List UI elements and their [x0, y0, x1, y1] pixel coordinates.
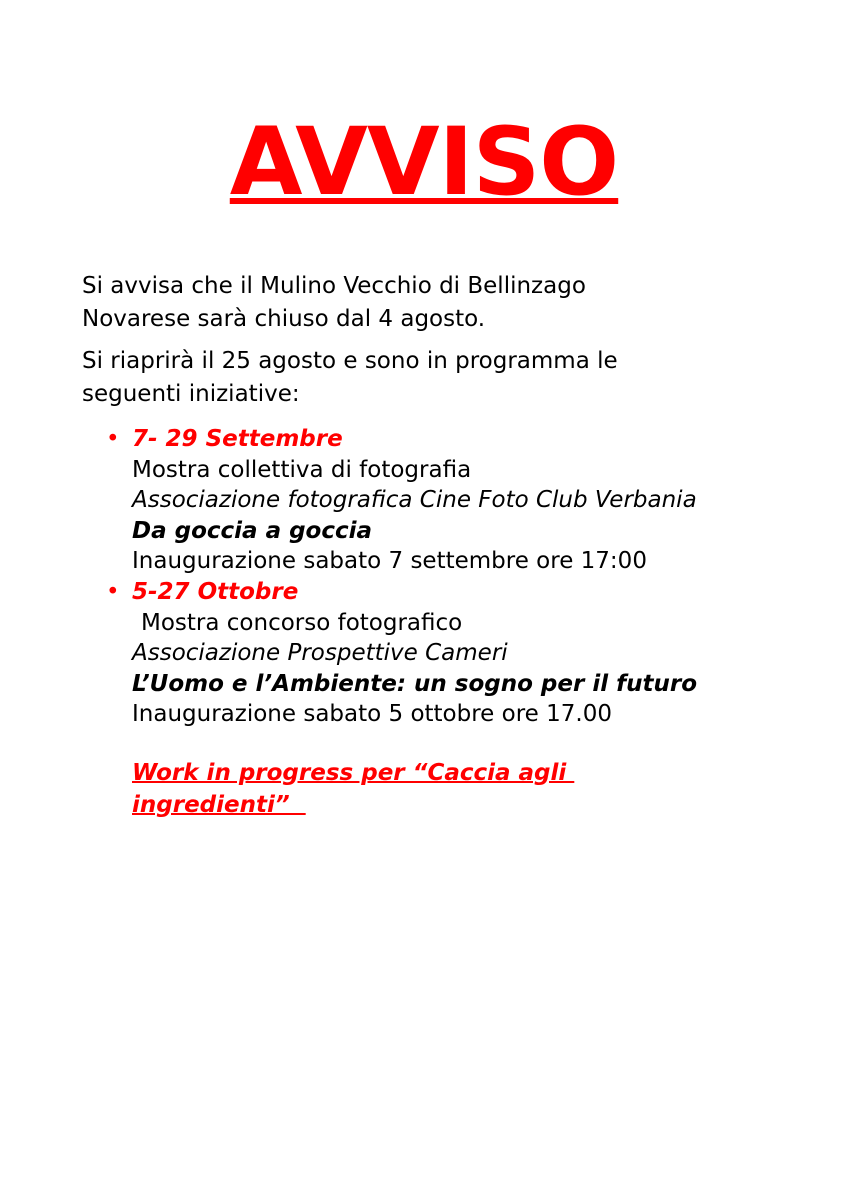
- paragraph-line: seguenti iniziative:: [82, 381, 300, 407]
- note-line: ingredienti”: [132, 792, 306, 818]
- paragraph-line: Si riaprirà il 25 agosto e sono in programma le: [82, 348, 618, 374]
- event-date: 5-27 Ottobre: [132, 579, 299, 605]
- notice-paragraph-reopening: [82, 345, 782, 411]
- paragraph-line: Novarese sarà chiuso dal 4 agosto.: [82, 306, 486, 332]
- event-type: Mostra concorso fotografico: [141, 609, 463, 636]
- event-date: 7- 29 Settembre: [132, 426, 343, 452]
- page-title: [0, 108, 848, 218]
- event-exhibition-title: Da goccia a goccia: [132, 517, 373, 544]
- event-item-september: [106, 424, 832, 577]
- event-item-october: [106, 577, 832, 730]
- work-in-progress-note: [132, 757, 692, 821]
- note-line: Work in progress per “Caccia agli: [132, 760, 575, 786]
- paragraph-line: Si avvisa che il Mulino Vecchio di Bellinzago: [82, 273, 586, 299]
- notice-paragraph-closure: [82, 270, 782, 336]
- event-inauguration: Inaugurazione sabato 5 ottobre ore 17.00: [132, 701, 612, 727]
- bullet-icon: •: [106, 426, 120, 452]
- title-text: AVVISO: [229, 108, 619, 217]
- bullet-icon: •: [106, 579, 120, 605]
- event-organizer: Associazione fotografica Cine Foto Club Verbania: [132, 487, 697, 513]
- event-exhibition-title: L’Uomo e l’Ambiente: un sogno per il futuro: [132, 670, 698, 697]
- event-type: Mostra collettiva di fotografia: [132, 456, 472, 483]
- event-inauguration: Inaugurazione sabato 7 settembre ore 17:00: [132, 548, 647, 574]
- event-organizer: Associazione Prospettive Cameri: [132, 640, 508, 666]
